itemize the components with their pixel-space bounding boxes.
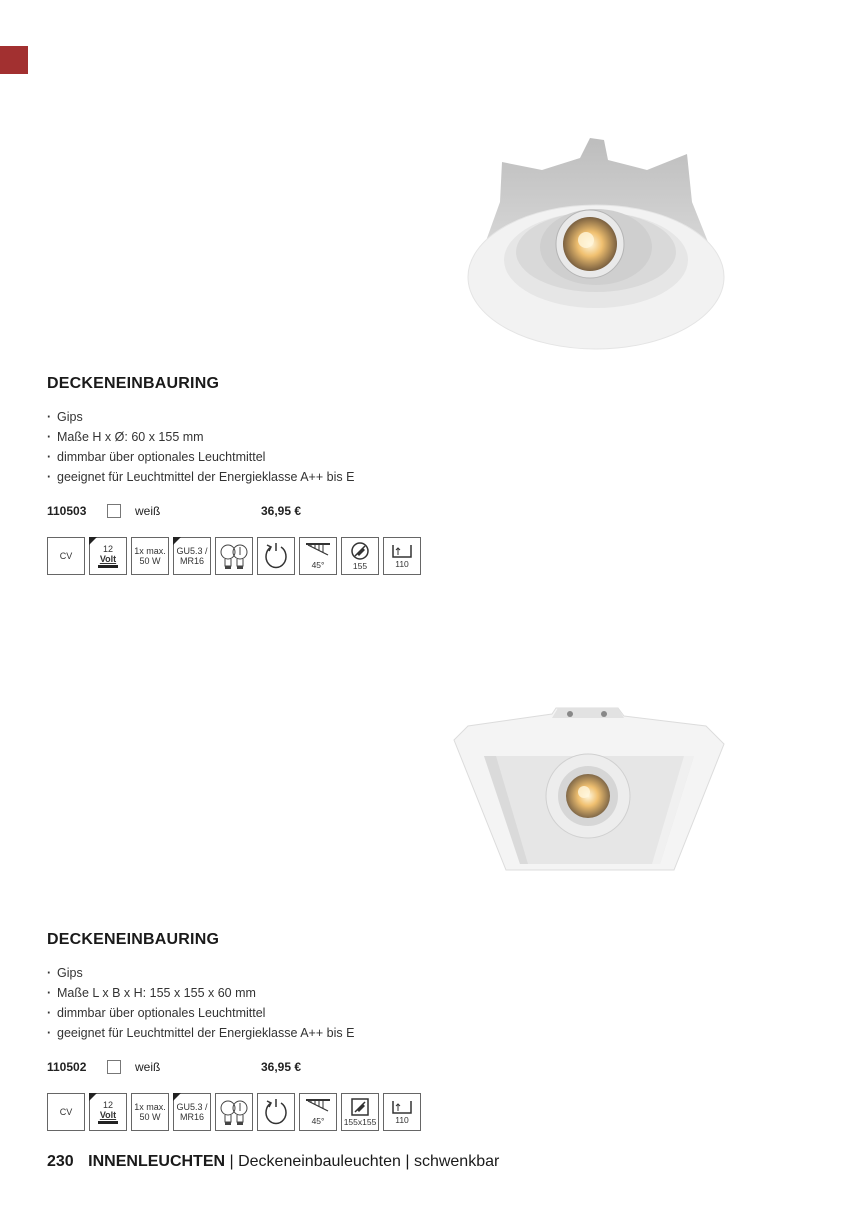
cv-icon: CV <box>47 1093 85 1131</box>
order-row <box>47 1058 467 1076</box>
product-title: DECKENEINBAURING <box>47 931 220 948</box>
depth-icon: 110 <box>383 537 421 575</box>
feature-item: · Gips <box>47 407 467 427</box>
color-name: weiß <box>135 504 161 518</box>
product-110503 <box>47 375 467 575</box>
feature-item: · dimmbar über optionales Leuchtmittel <box>47 447 467 467</box>
article-number: 110502 <box>47 1060 87 1074</box>
tilt-angle-icon: 45° <box>299 1093 337 1131</box>
product-title: DECKENEINBAURING <box>47 375 220 392</box>
cutout-icon: 155 <box>341 537 379 575</box>
section-title: INNENLEUCHTEN <box>88 1153 226 1170</box>
cv-icon: CV <box>47 537 85 575</box>
cutout-icon: 155x155 <box>341 1093 379 1131</box>
subsection-title: | Deckeneinbauleuchten | schwenkbar <box>229 1153 500 1170</box>
price: 36,95 € <box>261 1060 302 1074</box>
feature-list <box>47 407 467 487</box>
page-number: 230 <box>47 1153 74 1170</box>
bulb-icon <box>215 537 253 575</box>
feature-item: · Gips <box>47 963 467 983</box>
bulb-icon <box>215 1093 253 1131</box>
depth-icon: 110 <box>383 1093 421 1131</box>
spec-icons <box>47 537 467 575</box>
article-number: 110503 <box>47 504 87 518</box>
price: 36,95 € <box>261 504 302 518</box>
feature-item: · Maße H x Ø: 60 x 155 mm <box>47 427 467 447</box>
swivel-icon <box>257 537 295 575</box>
swivel-icon <box>257 1093 295 1131</box>
product-image-round-ring <box>462 132 732 357</box>
page-footer <box>47 1153 499 1171</box>
socket-icon: GU5.3 / MR16 <box>173 1093 211 1131</box>
power-icon: 1x max. 50 W <box>131 537 169 575</box>
product-110502 <box>47 931 467 1131</box>
color-name: weiß <box>135 1060 161 1074</box>
feature-item: · Maße L x B x H: 155 x 155 x 60 mm <box>47 983 467 1003</box>
power-icon: 1x max. 50 W <box>131 1093 169 1131</box>
voltage-icon: 12 Volt <box>89 1093 127 1131</box>
socket-icon: GU5.3 / MR16 <box>173 537 211 575</box>
spec-icons <box>47 1093 467 1131</box>
feature-item: · dimmbar über optionales Leuchtmittel <box>47 1003 467 1023</box>
voltage-icon: 12 Volt <box>89 537 127 575</box>
color-checkbox[interactable] <box>107 504 121 518</box>
tilt-angle-icon: 45° <box>299 537 337 575</box>
product-image-square-ring <box>448 704 728 874</box>
feature-item: · geeignet für Leuchtmittel der Energieklasse A++ bis E <box>47 1023 467 1043</box>
feature-item: · geeignet für Leuchtmittel der Energieklasse A++ bis E <box>47 467 467 487</box>
order-row <box>47 502 467 520</box>
feature-list <box>47 963 467 1043</box>
color-checkbox[interactable] <box>107 1060 121 1074</box>
section-color-tab <box>0 46 28 74</box>
